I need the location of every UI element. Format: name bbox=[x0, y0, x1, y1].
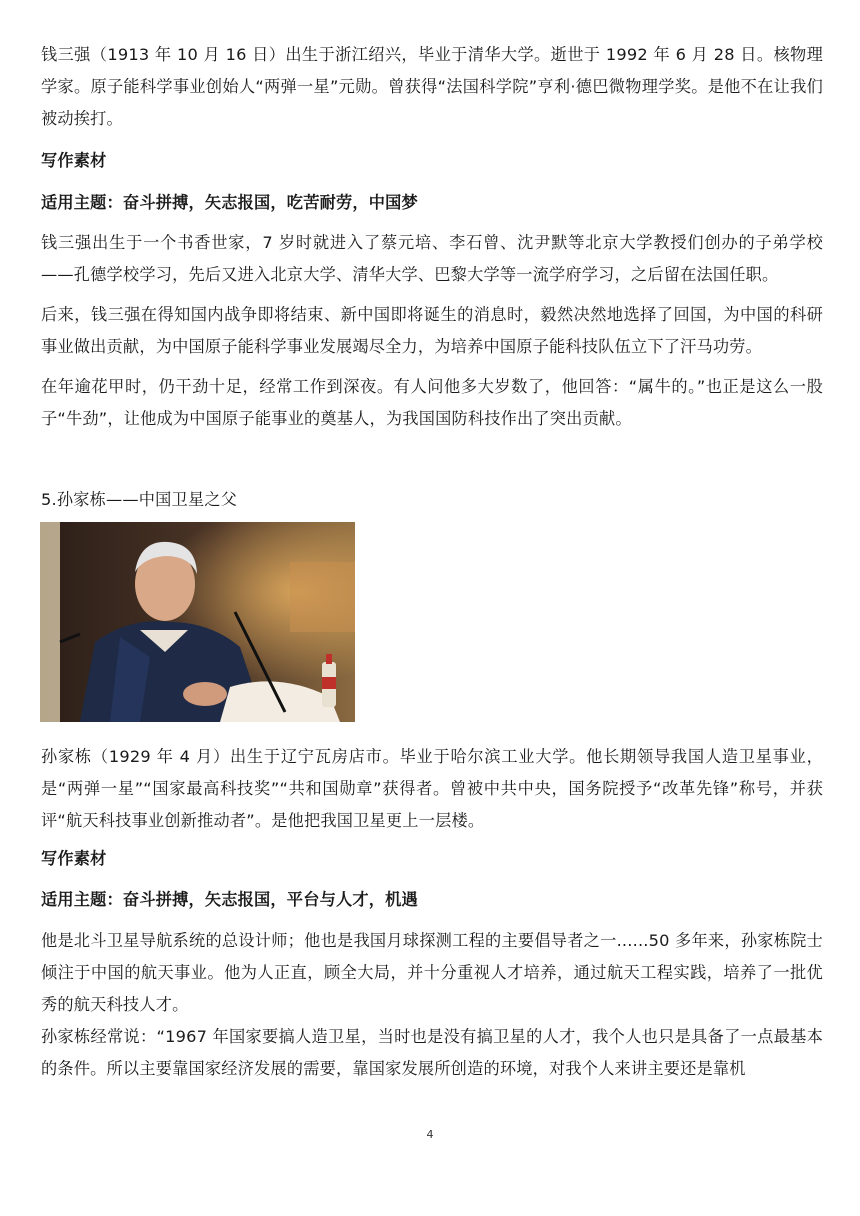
sun-theme-line: 适用主题：奋斗拼搏，矢志报国，平台与人才，机遇 bbox=[41, 890, 418, 909]
qian-bio-paragraph: 钱三强（1913 年 10 月 16 日）出生于浙江绍兴，毕业于清华大学。逝世于 1992 年 6 月 28 日。核物理学家。原子能科学事业创始人“两弹一星”元勋。曾获得“法国科学院”亨利·德巴微物理学奖。是他不在让我们被动挨打。 bbox=[41, 45, 823, 128]
sun-section-heading: 5.孙家栋——中国卫星之父 bbox=[41, 490, 238, 509]
sun-material-heading: 写作素材 bbox=[41, 849, 107, 868]
qian-theme-line: 适用主题：奋斗拼搏，矢志报国，吃苦耐劳，中国梦 bbox=[41, 193, 418, 212]
sun-jiadong-photo bbox=[40, 522, 355, 722]
qian-paragraph-2: 后来，钱三强在得知国内战争即将结束、新中国即将诞生的消息时，毅然决然地选择了回国，为中国的科研事业做出贡献，为中国原子能科学事业发展竭尽全力，为培养中国原子能科技队伍立下了汗马功劳。 bbox=[41, 305, 823, 356]
sun-paragraph-1: 他是北斗卫星导航系统的总设计师；他也是我国月球探测工程的主要倡导者之一......50 多年来，孙家栋院士倾注于中国的航天事业。他为人正直，顾全大局，并十分重视人才培养，通过航天工程实践，培养了一批优秀的航天科技人才。 bbox=[41, 931, 823, 1014]
qian-paragraph-3: 在年逾花甲时，仍干劲十足，经常工作到深夜。有人问他多大岁数了，他回答：“属牛的。”也正是这么一股子“牛劲”，让他成为中国原子能事业的奠基人，为我国国防科技作出了突出贡献。 bbox=[41, 377, 823, 428]
sun-bio-paragraph: 孙家栋（1929 年 4 月）出生于辽宁瓦房店市。毕业于哈尔滨工业大学。他长期领导我国人造卫星事业，是“两弹一星”“国家最高科技奖”“共和国勋章”获得者。曾被中共中央，国务院授予“改革先锋”称号，并获评“航天科技事业创新推动者”。是他把我国卫星更上一层楼。 bbox=[41, 747, 823, 830]
qian-paragraph-1: 钱三强出生于一个书香世家，7 岁时就进入了蔡元培、李石曾、沈尹默等北京大学教授们创办的子弟学校——孔德学校学习，先后又进入北京大学、清华大学、巴黎大学等一流学府学习，之后留在法国任职。 bbox=[41, 233, 823, 284]
qian-material-heading: 写作素材 bbox=[41, 151, 107, 170]
page-number: 4 bbox=[426, 1128, 434, 1141]
sun-paragraph-2: 孙家栋经常说：“1967 年国家要搞人造卫星，当时也是没有搞卫星的人才，我个人也只是具备了一点最基本的条件。所以主要靠国家经济发展的需要，靠国家发展所创造的环境，对我个人来讲主要还是靠机 bbox=[41, 1027, 823, 1078]
